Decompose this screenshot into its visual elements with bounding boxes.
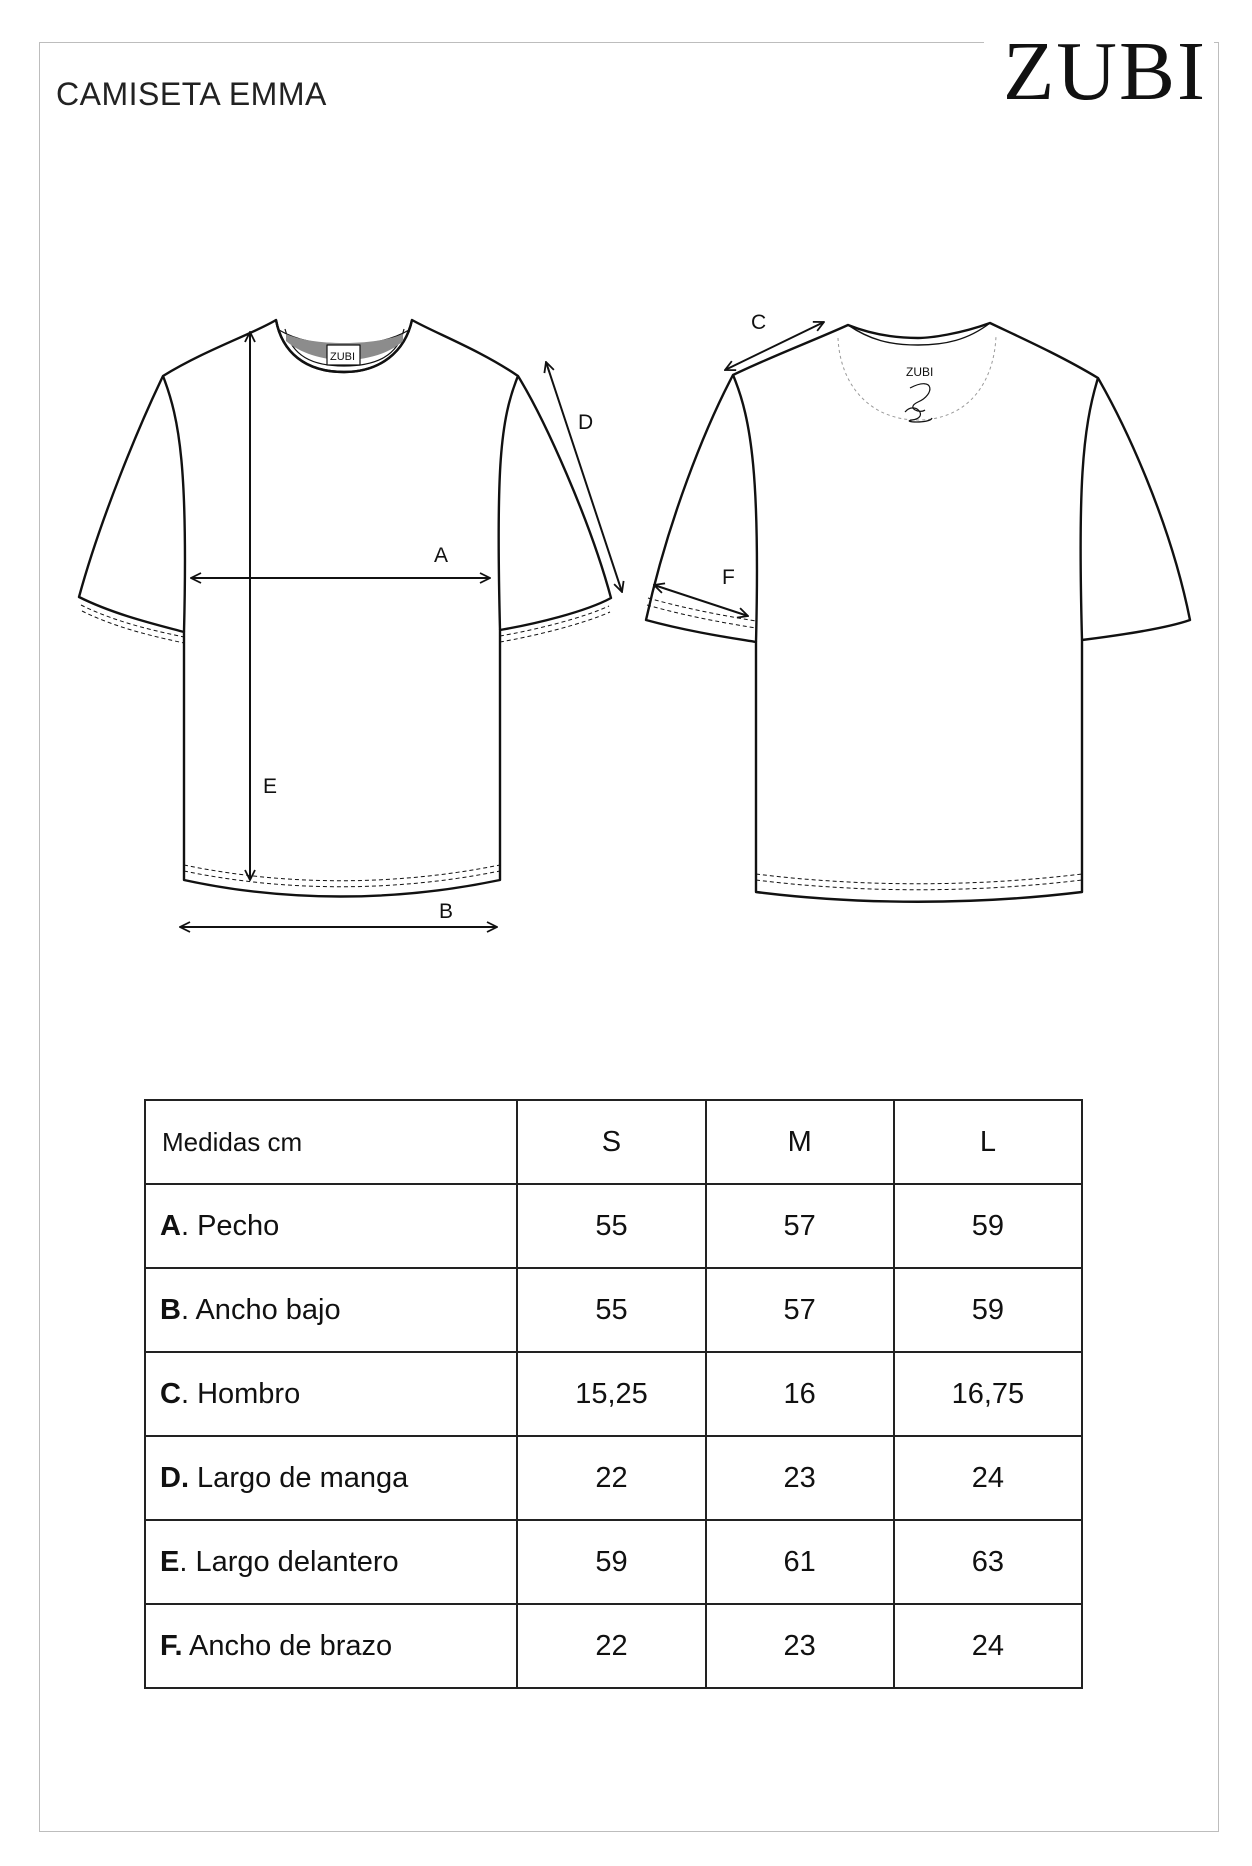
- front-neck-tag-text: ZUBI: [330, 351, 356, 363]
- table-row: [145, 1604, 1082, 1688]
- measure-f-arrow: [654, 585, 748, 616]
- row-key: E: [160, 1545, 180, 1578]
- row-label: [145, 1184, 517, 1268]
- product-title: CAMISETA EMMA: [56, 76, 327, 112]
- value-cell-m: 16: [706, 1352, 894, 1436]
- front-right-cuff-stitch: [500, 606, 609, 636]
- front-hem-stitch: [184, 865, 500, 881]
- row-key: A: [160, 1209, 181, 1242]
- brand-logo: ZUBI: [1003, 25, 1207, 118]
- value-cell-m: 57: [706, 1184, 894, 1268]
- row-key: D.: [160, 1461, 189, 1494]
- value-cell-m: 61: [706, 1520, 894, 1604]
- row-label: [145, 1604, 517, 1688]
- marker-b: B: [439, 900, 454, 923]
- size-chart-header-row: [145, 1100, 1082, 1184]
- table-row: [145, 1268, 1082, 1352]
- back-label-text: ZUBI: [906, 365, 934, 379]
- row-name: . Ancho bajo: [180, 1293, 341, 1326]
- row-name: Largo de manga: [189, 1461, 409, 1494]
- front-left-cuff-stitch: [81, 605, 184, 637]
- back-neck-line: [848, 323, 990, 345]
- table-row: [145, 1184, 1082, 1268]
- back-left-armhole: [733, 375, 757, 642]
- back-tshirt-view: [646, 323, 1190, 902]
- value-cell-l: 59: [894, 1268, 1082, 1352]
- table-row: [145, 1436, 1082, 1520]
- table-row: [145, 1352, 1082, 1436]
- row-name: . Hombro: [180, 1377, 301, 1410]
- front-right-armhole: [499, 376, 518, 630]
- value-cell-s: 22: [517, 1436, 705, 1520]
- row-name: . Largo delantero: [179, 1545, 399, 1578]
- marker-f: F: [722, 566, 735, 589]
- marker-a: A: [434, 544, 449, 567]
- value-cell-s: 55: [517, 1268, 705, 1352]
- value-cell-s: 22: [517, 1604, 705, 1688]
- value-cell-l: 59: [894, 1184, 1082, 1268]
- size-chart-header-label: Medidas cm: [145, 1100, 517, 1184]
- back-right-armhole: [1081, 378, 1098, 640]
- row-key: F.: [160, 1629, 183, 1662]
- back-measurement-lines: [654, 322, 824, 616]
- marker-c: C: [751, 311, 767, 334]
- measure-c-arrow: [725, 322, 824, 370]
- size-chart-table: [144, 1099, 1083, 1689]
- value-cell-l: 24: [894, 1436, 1082, 1520]
- row-label: [145, 1352, 517, 1436]
- value-cell-l: 63: [894, 1520, 1082, 1604]
- row-name: Ancho de brazo: [182, 1629, 393, 1662]
- table-row: [145, 1520, 1082, 1604]
- row-label: [145, 1436, 517, 1520]
- value-cell-m: 23: [706, 1436, 894, 1520]
- size-header-m: M: [706, 1100, 894, 1184]
- row-key: C: [160, 1377, 181, 1410]
- value-cell-l: 16,75: [894, 1352, 1082, 1436]
- row-key: B: [160, 1293, 181, 1326]
- value-cell-m: 23: [706, 1604, 894, 1688]
- marker-d: D: [578, 411, 594, 434]
- back-hem-stitch: [756, 874, 1082, 884]
- value-cell-l: 24: [894, 1604, 1082, 1688]
- back-hem-stitch-2: [756, 880, 1082, 890]
- size-header-l: L: [894, 1100, 1082, 1184]
- value-cell-m: 57: [706, 1268, 894, 1352]
- front-body-outline: [79, 320, 611, 897]
- front-left-armhole: [163, 376, 185, 632]
- marker-e: E: [263, 775, 278, 798]
- row-label: [145, 1268, 517, 1352]
- row-name: . Pecho: [180, 1209, 280, 1242]
- value-cell-s: 15,25: [517, 1352, 705, 1436]
- measure-d-arrow: [546, 362, 622, 592]
- value-cell-s: 59: [517, 1520, 705, 1604]
- size-header-s: S: [517, 1100, 705, 1184]
- back-monogram-icon: [905, 384, 932, 422]
- value-cell-s: 55: [517, 1184, 705, 1268]
- front-tshirt-view: [79, 320, 611, 897]
- row-label: [145, 1520, 517, 1604]
